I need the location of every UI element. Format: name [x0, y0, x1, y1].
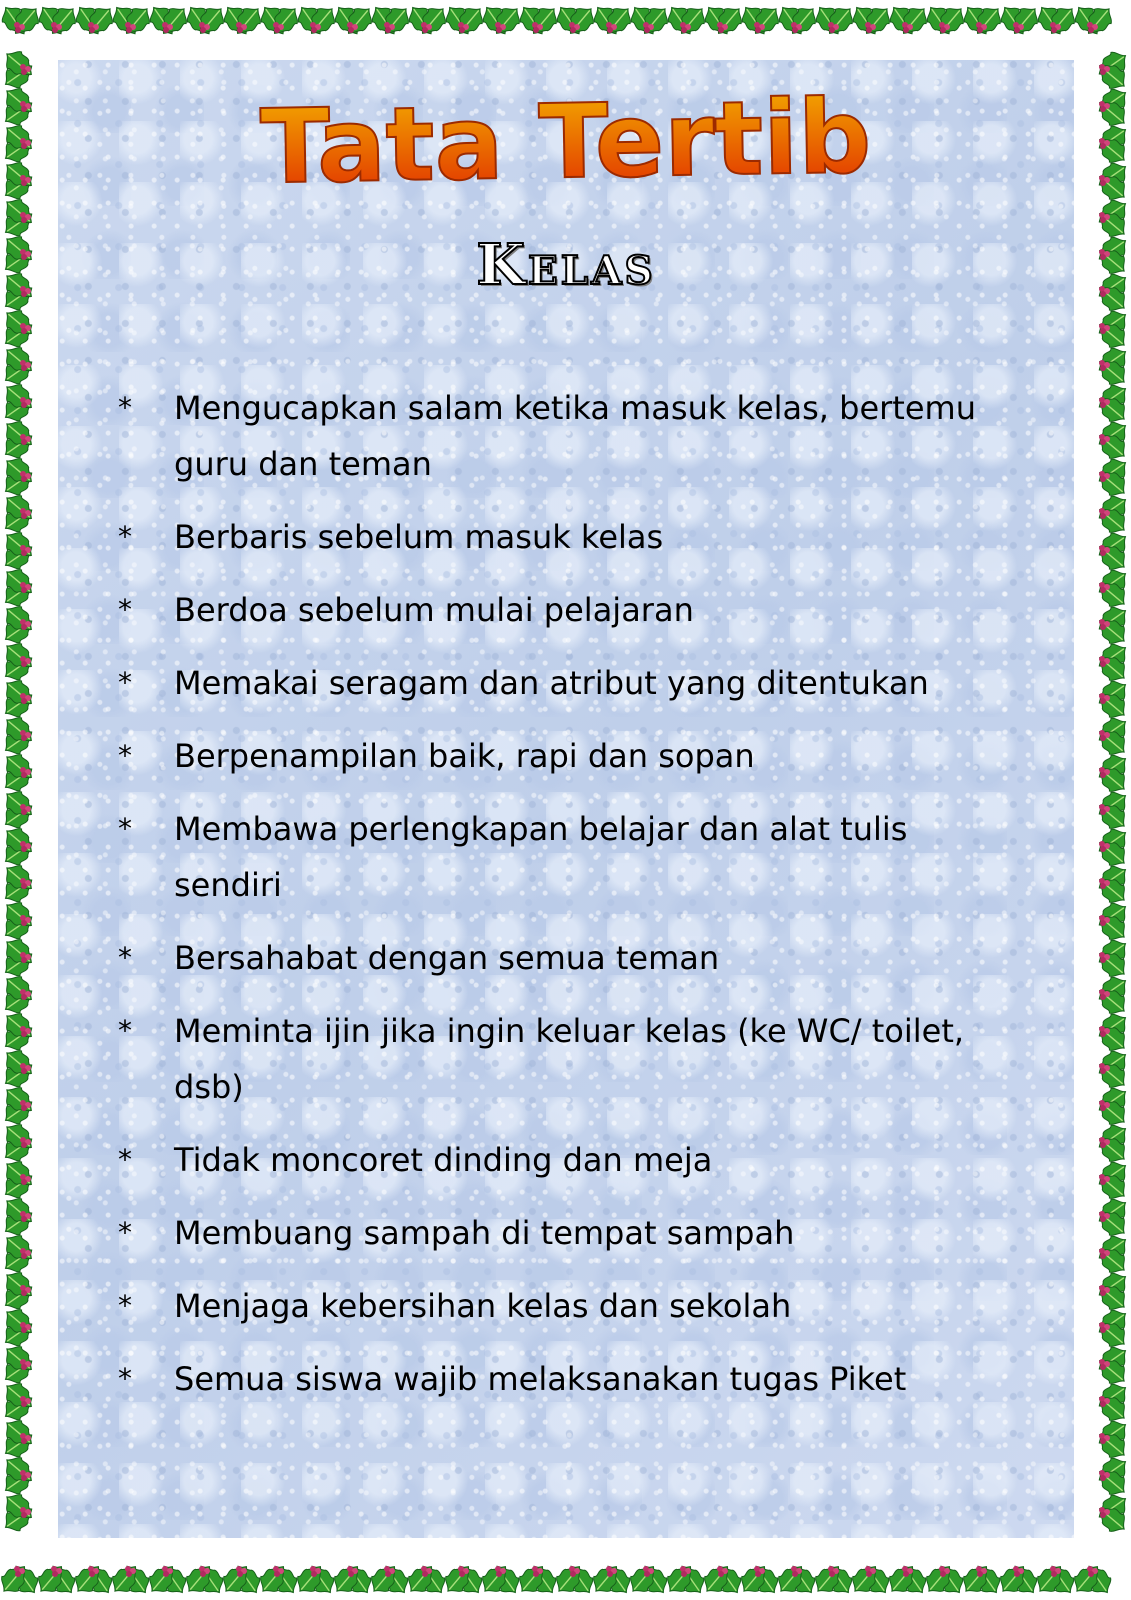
- list-item: [118, 1278, 998, 1334]
- holly-leaf-icon: [0, 1193, 38, 1241]
- holly-leaf-icon: [0, 268, 38, 316]
- holly-leaf-icon: [0, 231, 38, 279]
- holly-leaf-icon: [1033, 1, 1081, 40]
- holly-leaf-icon: [0, 1341, 38, 1389]
- holly-leaf-icon: [1093, 1490, 1131, 1538]
- rule-text: Berbaris sebelum masuk kelas: [174, 518, 664, 556]
- holly-leaf-icon: [0, 1008, 38, 1056]
- bullet-asterisk: *: [118, 1289, 132, 1322]
- holly-leaf-icon: [0, 1082, 38, 1130]
- holly-leaf-icon: [330, 1, 378, 40]
- holly-leaf-icon: [773, 1560, 821, 1599]
- holly-leaf-icon: [71, 1, 119, 40]
- holly-leaf-icon: [1093, 454, 1131, 502]
- holly-leaf-icon: [70, 1560, 118, 1599]
- holly-leaf-icon: [736, 1560, 784, 1599]
- holly-leaf-icon: [1093, 380, 1131, 428]
- holly-leaf-icon: [441, 1, 489, 40]
- holly-leaf-icon: [662, 1560, 710, 1599]
- holly-leaf-icon: [218, 1560, 266, 1599]
- holly-leaf-icon: [0, 1304, 38, 1352]
- holly-leaf-icon: [0, 1415, 38, 1463]
- list-item: [118, 582, 998, 638]
- holly-leaf-icon: [107, 1560, 155, 1599]
- holly-leaf-icon: [1093, 84, 1131, 132]
- holly-leaf-icon: [1070, 1, 1118, 40]
- bullet-asterisk: *: [118, 739, 132, 772]
- rules-list: [118, 380, 998, 1424]
- holly-leaf-icon: [0, 527, 38, 575]
- holly-leaf-icon: [996, 1, 1044, 40]
- holly-leaf-icon: [33, 1560, 81, 1599]
- holly-leaf-icon: [1093, 1453, 1131, 1501]
- holly-leaf-icon: [1093, 602, 1131, 650]
- holly-leaf-icon: [0, 342, 38, 390]
- holly-leaf-icon: [1093, 528, 1131, 576]
- holly-leaf-icon: [1093, 269, 1131, 317]
- holly-leaf-icon: [663, 1, 711, 40]
- holly-leaf-icon: [1093, 972, 1131, 1020]
- bullet-asterisk: *: [118, 520, 132, 553]
- holly-leaf-icon: [1093, 1157, 1131, 1205]
- holly-leaf-icon: [0, 897, 38, 945]
- holly-leaf-icon: [1093, 935, 1131, 983]
- holly-leaf-icon: [219, 1, 267, 40]
- list-item: [118, 1205, 998, 1261]
- list-item: [118, 655, 998, 711]
- page-subtitle: Kelas: [476, 232, 656, 298]
- holly-leaf-icon: [145, 1, 193, 40]
- list-item: [118, 1003, 998, 1115]
- holly-leaf-icon: [1093, 1120, 1131, 1168]
- holly-leaf-icon: [0, 1267, 38, 1315]
- holly-leaf-icon: [0, 1119, 38, 1167]
- list-item: [118, 728, 998, 784]
- holly-leaf-icon: [1093, 1046, 1131, 1094]
- holly-leaf-icon: [589, 1, 637, 40]
- rule-text: Meminta ijin jika ingin keluar kelas (ke WC/ toilet, dsb): [174, 1012, 965, 1106]
- holly-leaf-icon: [0, 934, 38, 982]
- holly-leaf-icon: [0, 1378, 38, 1426]
- rule-text: Membuang sampah di tempat sampah: [174, 1214, 795, 1252]
- holly-leaf-icon: [1069, 1560, 1117, 1599]
- holly-leaf-icon: [0, 823, 38, 871]
- holly-leaf-icon: [699, 1560, 747, 1599]
- bullet-asterisk: *: [118, 666, 132, 699]
- bullet-asterisk: *: [118, 1216, 132, 1249]
- rule-text: Memakai seragam dan atribut yang ditentukan: [174, 664, 929, 702]
- bullet-asterisk: *: [118, 593, 132, 626]
- holly-leaf-icon: [774, 1, 822, 40]
- holly-leaf-icon: [0, 1560, 43, 1599]
- holly-leaf-icon: [1093, 824, 1131, 872]
- holly-leaf-icon: [1093, 232, 1131, 280]
- holly-leaf-icon: [0, 120, 38, 168]
- holly-leaf-icon: [1093, 158, 1131, 206]
- holly-leaf-icon: [478, 1, 526, 40]
- holly-leaf-icon: [1093, 1231, 1131, 1279]
- rule-text: Membawa perlengkapan belajar dan alat tulis sendiri: [174, 810, 908, 904]
- rule-text: Semua siswa wajib melaksanakan tugas Piket: [174, 1360, 907, 1398]
- holly-leaf-icon: [1032, 1560, 1080, 1599]
- holly-leaf-icon: [921, 1560, 969, 1599]
- holly-leaf-icon: [1093, 47, 1131, 95]
- bullet-asterisk: *: [118, 1143, 132, 1176]
- list-item: [118, 509, 998, 565]
- holly-leaf-icon: [181, 1560, 229, 1599]
- holly-leaf-icon: [0, 675, 38, 723]
- holly-leaf-icon: [625, 1560, 673, 1599]
- holly-leaf-icon: [1093, 1342, 1131, 1390]
- title-text: Tata Tertib: [259, 77, 873, 208]
- holly-leaf-icon: [1093, 1194, 1131, 1242]
- holly-leaf-icon: [1093, 713, 1131, 761]
- holly-leaf-icon: [1093, 1009, 1131, 1057]
- list-item: [118, 1351, 998, 1407]
- holly-leaf-icon: [1093, 676, 1131, 724]
- holly-leaf-icon: [0, 453, 38, 501]
- holly-leaf-icon: [144, 1560, 192, 1599]
- holly-leaf-icon: [1093, 565, 1131, 613]
- holly-leaf-icon: [1093, 1305, 1131, 1353]
- holly-leaf-icon: [367, 1, 415, 40]
- holly-leaf-icon: [0, 83, 38, 131]
- holly-leaf-icon: [1093, 121, 1131, 169]
- holly-leaf-icon: [885, 1, 933, 40]
- holly-leaf-icon: [0, 194, 38, 242]
- holly-leaf-icon: [292, 1560, 340, 1599]
- holly-leaf-icon: [0, 860, 38, 908]
- rule-text: Mengucapkan salam ketika masuk kelas, bertemu guru dan teman: [174, 389, 976, 483]
- rule-text: Tidak moncoret dinding dan meja: [174, 1141, 713, 1179]
- page-title: [58, 72, 1074, 212]
- holly-leaf-icon: [0, 1489, 38, 1537]
- holly-leaf-icon: [1093, 1379, 1131, 1427]
- holly-leaf-icon: [1093, 1083, 1131, 1131]
- holly-leaf-icon: [0, 1, 44, 40]
- rule-text: Menjaga kebersihan kelas dan sekolah: [174, 1287, 792, 1325]
- holly-leaf-icon: [848, 1, 896, 40]
- list-item: [118, 930, 998, 986]
- holly-leaf-icon: [1093, 750, 1131, 798]
- holly-leaf-icon: [0, 971, 38, 1019]
- bullet-asterisk: *: [118, 1014, 132, 1047]
- bullet-asterisk: *: [118, 391, 132, 424]
- holly-leaf-icon: [588, 1560, 636, 1599]
- holly-leaf-icon: [959, 1, 1007, 40]
- holly-leaf-icon: [0, 490, 38, 538]
- holly-leaf-icon: [884, 1560, 932, 1599]
- holly-leaf-icon: [255, 1560, 303, 1599]
- holly-leaf-icon: [1093, 1416, 1131, 1464]
- holly-leaf-icon: [404, 1, 452, 40]
- holly-leaf-icon: [0, 305, 38, 353]
- holly-leaf-icon: [922, 1, 970, 40]
- holly-leaf-icon: [958, 1560, 1006, 1599]
- holly-leaf-icon: [811, 1, 859, 40]
- holly-leaf-icon: [0, 564, 38, 612]
- holly-leaf-icon: [256, 1, 304, 40]
- holly-leaf-icon: [182, 1, 230, 40]
- holly-leaf-icon: [34, 1, 82, 40]
- holly-leaf-icon: [551, 1560, 599, 1599]
- holly-leaf-icon: [847, 1560, 895, 1599]
- holly-leaf-icon: [0, 1045, 38, 1093]
- holly-leaf-icon: [0, 786, 38, 834]
- holly-leaf-icon: [515, 1, 563, 40]
- holly-leaf-icon: [0, 601, 38, 649]
- holly-leaf-icon: [700, 1, 748, 40]
- holly-leaf-icon: [1093, 306, 1131, 354]
- holly-leaf-icon: [0, 1156, 38, 1204]
- holly-leaf-icon: [0, 157, 38, 205]
- holly-leaf-icon: [0, 712, 38, 760]
- holly-leaf-icon: [514, 1560, 562, 1599]
- bullet-asterisk: *: [118, 1362, 132, 1395]
- holly-leaf-icon: [810, 1560, 858, 1599]
- holly-leaf-icon: [0, 749, 38, 797]
- holly-leaf-icon: [1093, 343, 1131, 391]
- holly-leaf-icon: [0, 379, 38, 427]
- holly-leaf-icon: [1093, 1268, 1131, 1316]
- rule-text: Berpenampilan baik, rapi dan sopan: [174, 737, 755, 775]
- list-item: [118, 1132, 998, 1188]
- holly-leaf-icon: [440, 1560, 488, 1599]
- holly-leaf-icon: [552, 1, 600, 40]
- bullet-asterisk: *: [118, 941, 132, 974]
- holly-leaf-icon: [477, 1560, 525, 1599]
- holly-leaf-icon: [626, 1, 674, 40]
- rule-text: Bersahabat dengan semua teman: [174, 939, 720, 977]
- holly-leaf-icon: [108, 1, 156, 40]
- holly-leaf-icon: [0, 1452, 38, 1500]
- holly-leaf-icon: [0, 416, 38, 464]
- holly-leaf-icon: [1093, 898, 1131, 946]
- list-item: [118, 801, 998, 913]
- holly-leaf-icon: [1093, 491, 1131, 539]
- holly-leaf-icon: [0, 1230, 38, 1278]
- holly-leaf-icon: [737, 1, 785, 40]
- holly-leaf-icon: [0, 46, 38, 94]
- holly-leaf-icon: [403, 1560, 451, 1599]
- holly-leaf-icon: [293, 1, 341, 40]
- bullet-asterisk: *: [118, 812, 132, 845]
- holly-leaf-icon: [366, 1560, 414, 1599]
- holly-leaf-icon: [329, 1560, 377, 1599]
- holly-leaf-icon: [1093, 861, 1131, 909]
- holly-leaf-icon: [1093, 417, 1131, 465]
- holly-leaf-icon: [0, 638, 38, 686]
- rule-text: Berdoa sebelum mulai pelajaran: [174, 591, 694, 629]
- holly-leaf-icon: [1093, 195, 1131, 243]
- holly-leaf-icon: [995, 1560, 1043, 1599]
- holly-leaf-icon: [1093, 787, 1131, 835]
- holly-leaf-icon: [1093, 639, 1131, 687]
- list-item: [118, 380, 998, 492]
